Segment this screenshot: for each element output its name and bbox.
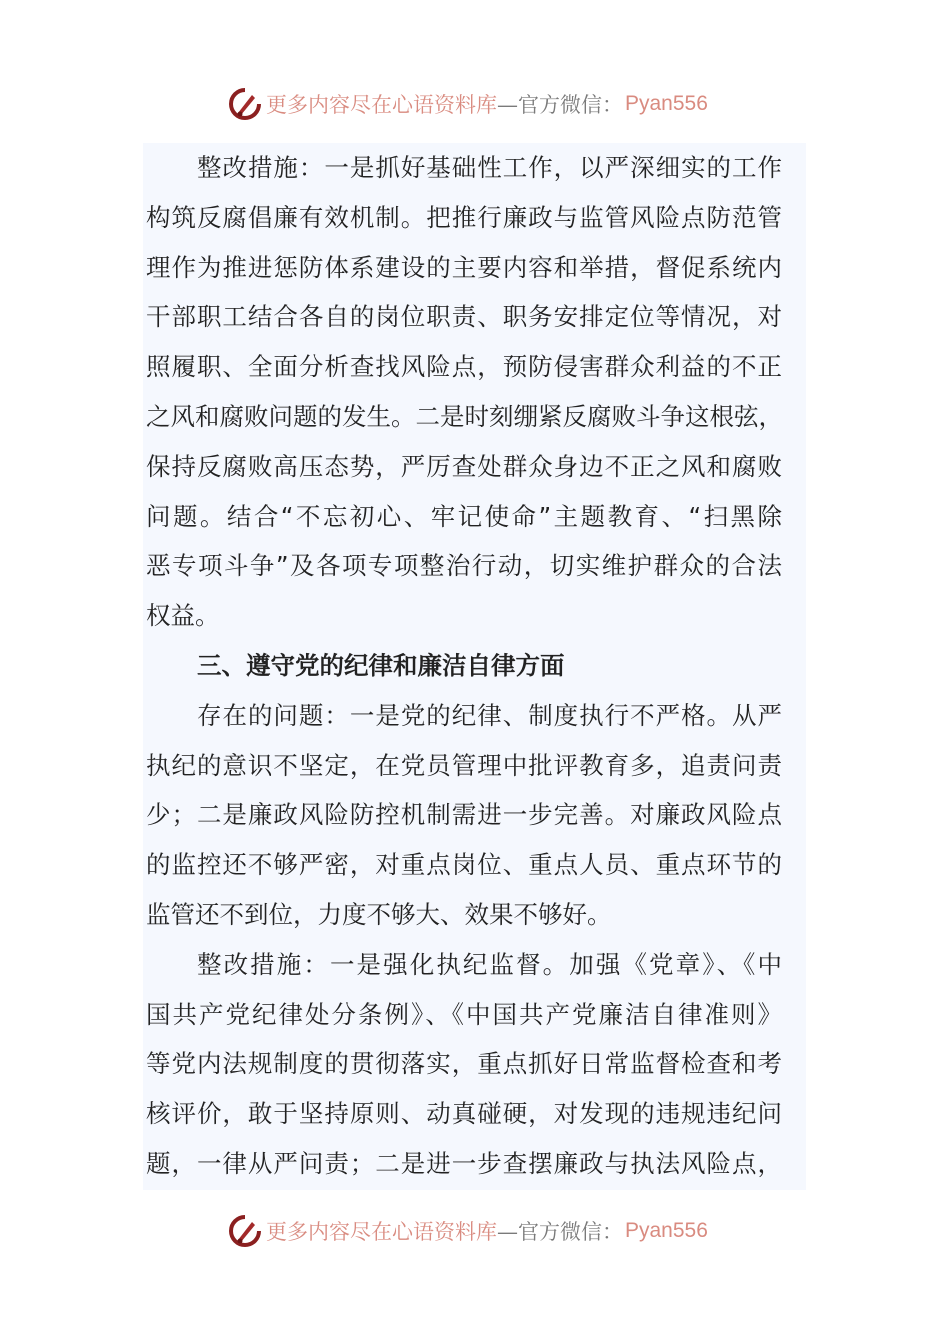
section-heading: 三、遵守党的纪律和廉洁自律方面 [197, 650, 565, 680]
pen-logo-icon [228, 1214, 262, 1248]
banner-main-text: 更多内容尽在心语资料库 [266, 93, 497, 117]
paragraph-line: 存在的问题：一是党的纪律、制度执行不严格。从严 [197, 700, 782, 730]
paragraph-line: 照履职、全面分析查找风险点，预防侵害群众利益的不正 [146, 352, 782, 382]
paragraph-line: 权益。 [146, 601, 220, 631]
paragraph-line: 干部职工结合各自的岗位职责、职务安排定位等情况，对 [146, 302, 782, 332]
paragraph-line: 恶专项斗争”及各项专项整治行动，切实维护群众的合法 [146, 551, 782, 581]
document-page [143, 143, 806, 1190]
paragraph-line: 等党内法规制度的贯彻落实，重点抓好日常监督检查和考 [146, 1049, 782, 1079]
paragraph-line: 整改措施：一是强化执纪监督。加强《党章》、《中 [197, 949, 782, 979]
paragraph-line: 整改措施：一是抓好基础性工作，以严深细实的工作 [197, 153, 782, 182]
paragraph-line: 少；二是廉政风险防控机制需进一步完善。对廉政风险点 [146, 800, 782, 830]
banner-separator-text: —官方微信： [497, 93, 623, 117]
paragraph-line: 理作为推进惩防体系建设的主要内容和举措，督促系统内 [146, 252, 782, 282]
header-banner [228, 86, 708, 122]
paragraph-line: 执纪的意识不坚定，在党员管理中批评教育多，追责问责 [146, 750, 782, 780]
paragraph-line: 国共产党纪律处分条例》、《中国共产党廉洁自律准则》 [146, 999, 782, 1029]
banner-main-text: 更多内容尽在心语资料库 [266, 1220, 497, 1244]
banner-separator-text: —官方微信： [497, 1220, 623, 1244]
paragraph-line: 之风和腐败问题的发生。二是时刻绷紧反腐败斗争这根弦， [146, 401, 783, 431]
paragraph-line: 题，一律从严问责；二是进一步查摆廉政与执法风险点， [146, 1148, 782, 1178]
paragraph-line: 保持反腐败高压态势，严厉查处群众身边不正之风和腐败 [146, 451, 782, 481]
banner-wechat-id: Pyan556 [625, 1219, 708, 1242]
paragraph-line: 核评价，敢于坚持原则、动真碰硬，对发现的违规违纪问 [146, 1099, 782, 1129]
paragraph-line: 构筑反腐倡廉有效机制。把推行廉政与监管风险点防范管 [146, 202, 782, 232]
paragraph-line: 监管还不到位，力度不够大、效果不够好。 [146, 899, 612, 929]
document-body [146, 143, 782, 1189]
pen-logo-icon [228, 87, 262, 121]
paragraph-line: 的监控还不够严密，对重点岗位、重点人员、重点环节的 [146, 850, 782, 880]
footer-banner [228, 1213, 708, 1249]
banner-wechat-id: Pyan556 [625, 92, 708, 115]
paragraph-line: 问题。结合“不忘初心、牢记使命”主题教育、“扫黑除 [146, 501, 782, 531]
